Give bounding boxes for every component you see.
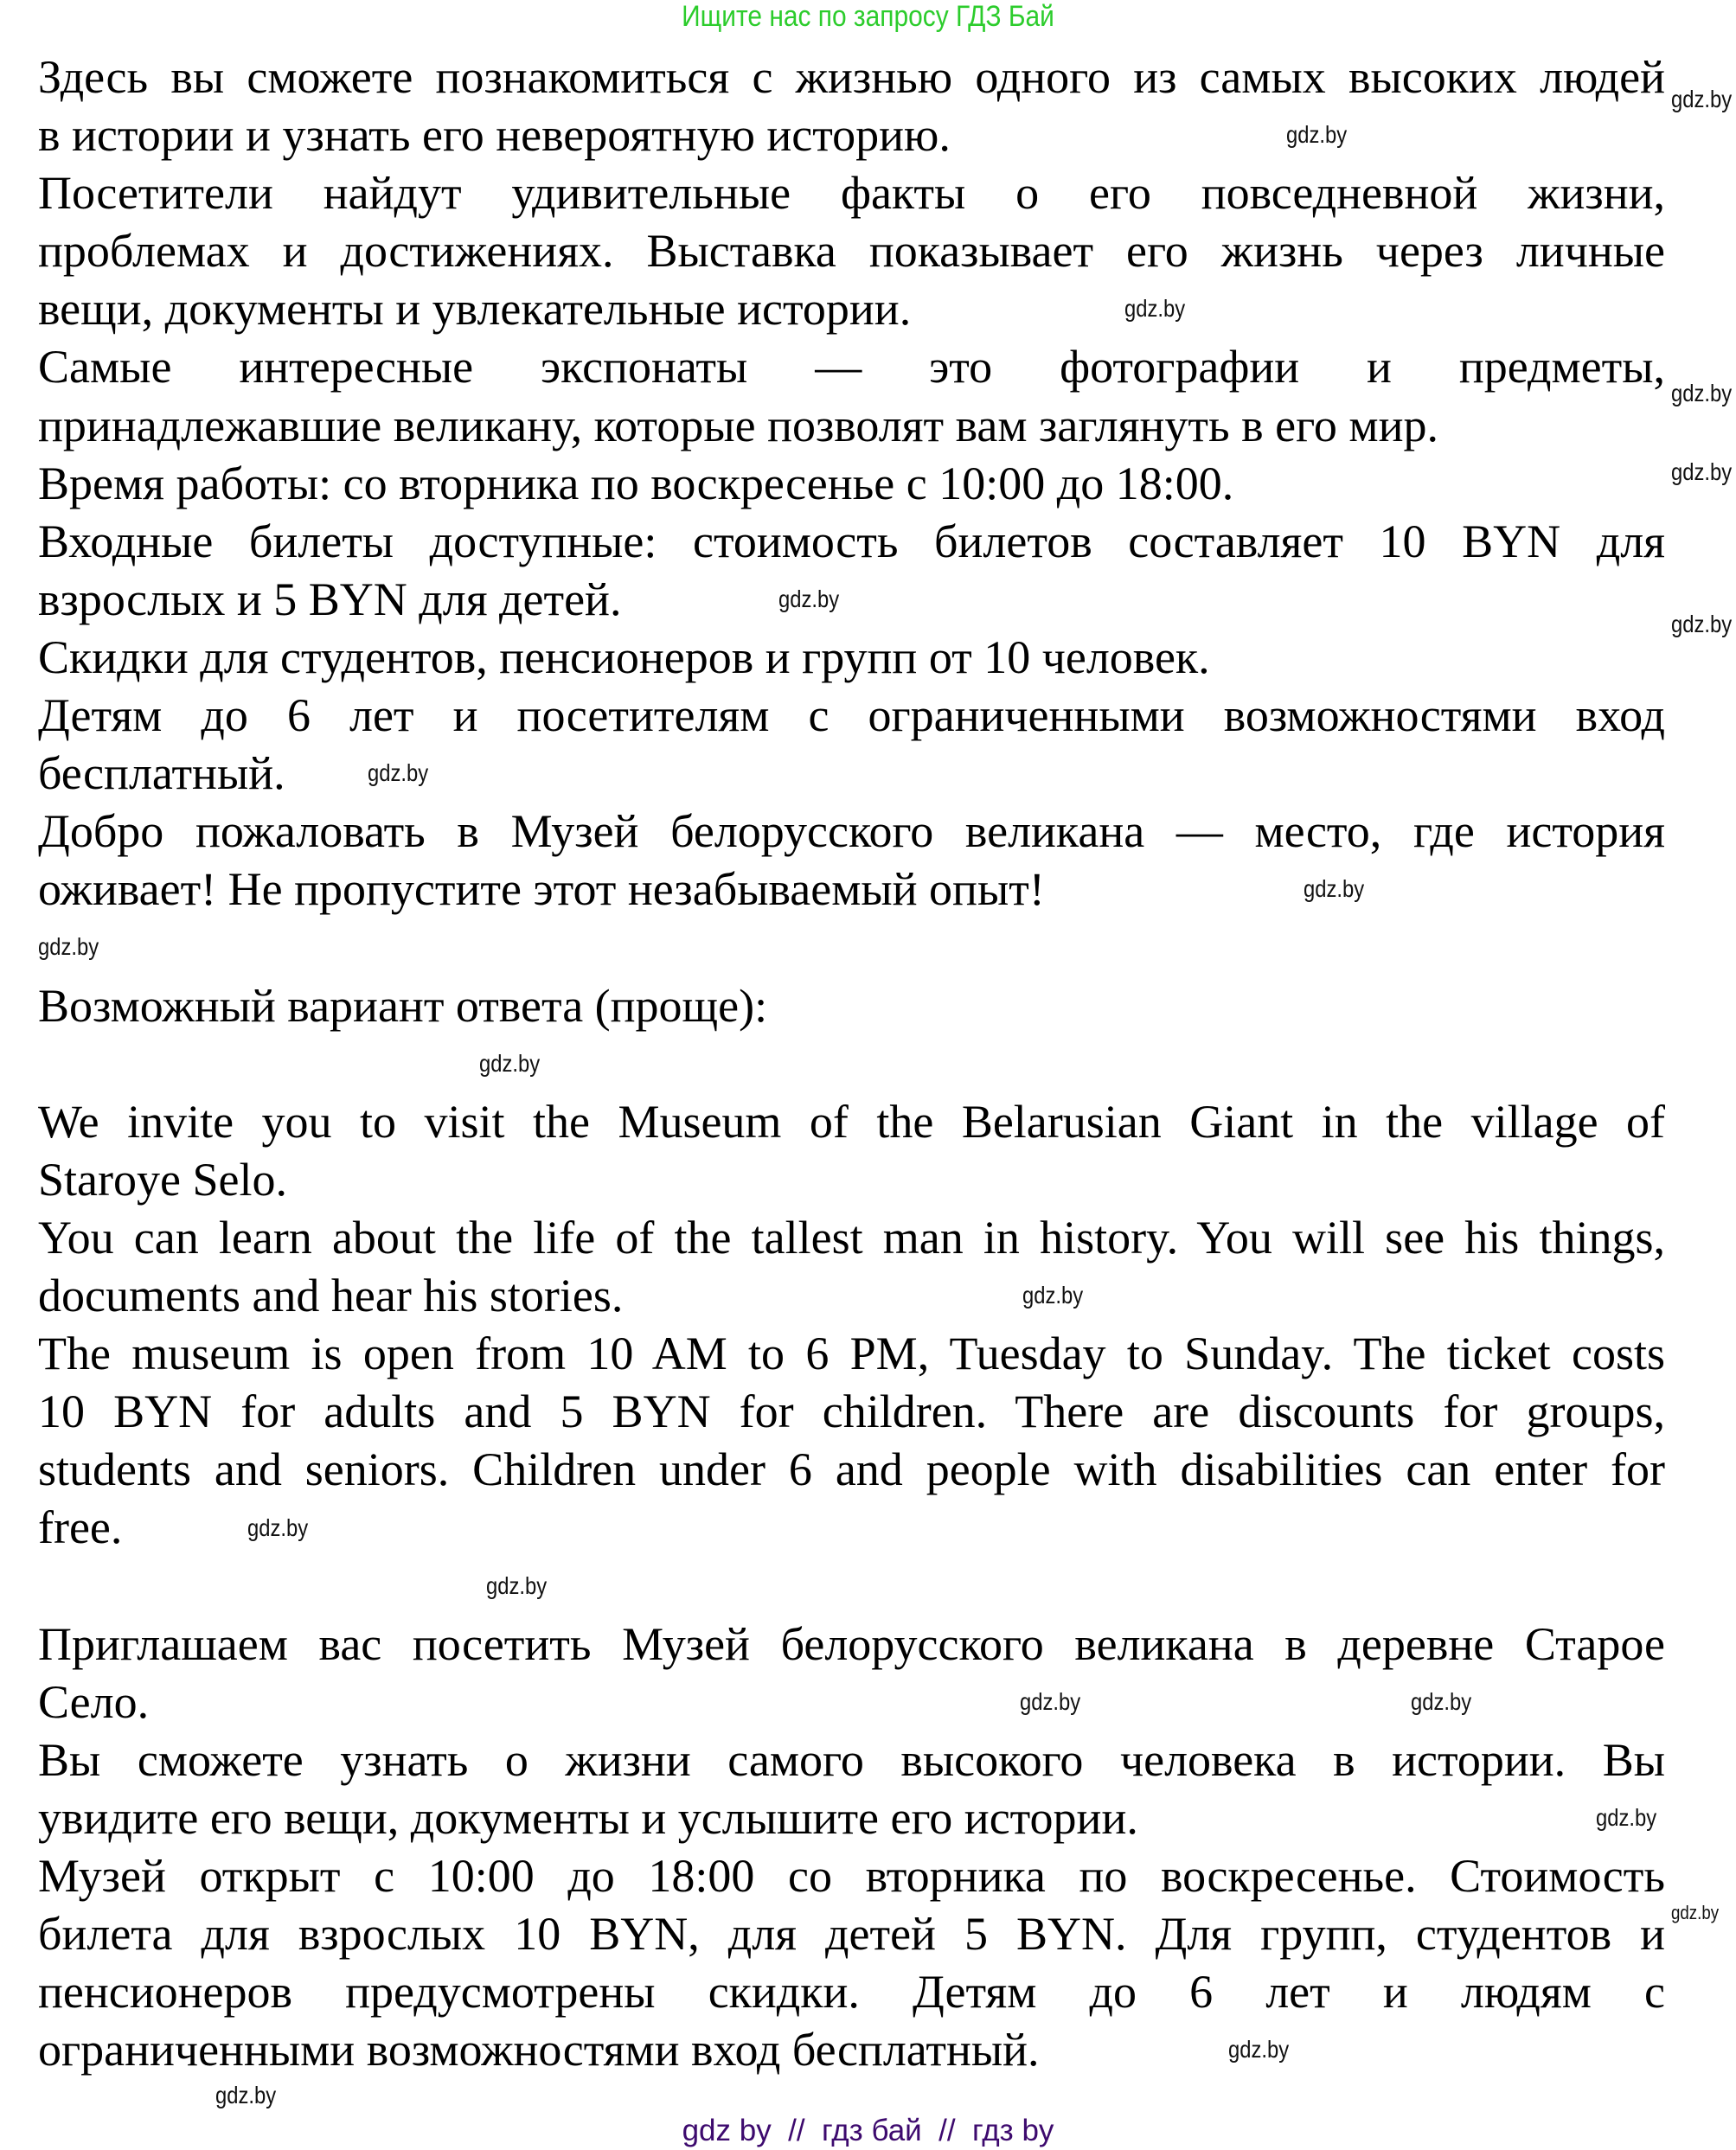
- text-line: The museum is open from 10 AM to 6 PM, Tuesday to Sunday. The ticket costs: [38, 1328, 1665, 1380]
- text-line: Музей открыт с 10:00 до 18:00 со вторника по воскресенье. Стоимость: [38, 1849, 1665, 1902]
- text-line: билета для взрослых 10 BYN, для детей 5 BYN. Для групп, студентов и: [38, 1908, 1665, 1960]
- text-line: Детям до 6 лет и посетителям с ограниченными возможностями вход: [38, 689, 1665, 742]
- text-line: Входные билеты доступные: стоимость билетов составляет 10 BYN для: [38, 515, 1665, 567]
- text-line: взрослых и 5 BYN для детей.: [38, 573, 622, 625]
- text-line: в истории и узнать его невероятную историю.: [38, 109, 951, 162]
- watermark: gdz.by: [1671, 380, 1733, 406]
- text-line: Время работы: со вторника по воскресенье с 10:00 до 18:00.: [38, 457, 1234, 509]
- document-body: [38, 48, 1665, 2079]
- text-line: Посетители найдут удивительные факты о его повседневной жизни,: [38, 167, 1665, 220]
- watermark: gdz.by: [1228, 2036, 1290, 2063]
- watermark: gdz.by: [1124, 295, 1186, 322]
- watermark: gdz.by: [1596, 1804, 1657, 1831]
- text-line: Staroye Selo.: [38, 1153, 287, 1206]
- watermark: gdz.by: [1671, 1902, 1720, 1923]
- watermark: gdz.by: [247, 1514, 309, 1541]
- text-line: We invite you to visit the Museum of the Belarusian Giant in the village of: [38, 1095, 1665, 1148]
- watermark: gdz.by: [486, 1572, 548, 1599]
- text-line: оживает! Не пропустите этот незабываемый опыт!: [38, 863, 1045, 916]
- text-line: Приглашаем вас посетить Музей белорусского великана в деревне Старое: [38, 1617, 1665, 1670]
- text-line: ограниченными возможностями вход бесплатный.: [38, 2024, 1040, 2076]
- watermark: gdz.by: [1020, 1688, 1081, 1715]
- text-line: принадлежавшие великану, которые позволят вам заглянуть в его мир.: [38, 399, 1438, 451]
- search-hint-banner: Ищите нас по запросу ГДЗ Бай: [682, 0, 1054, 33]
- text-line: free.: [38, 1501, 123, 1554]
- text-line: documents and hear his stories.: [38, 1269, 624, 1321]
- text-line: бесплатный.: [38, 747, 285, 800]
- text-line: Село.: [38, 1675, 150, 1728]
- text-line: Вы сможете узнать о жизни самого высокого человека в истории. Вы: [38, 1733, 1665, 1786]
- text-line: students and seniors. Children under 6 and people with disabilities can enter for: [38, 1443, 1665, 1496]
- text-line: проблемах и достижениях. Выставка показывает его жизнь через личные: [38, 225, 1665, 278]
- text-line: Скидки для студентов, пенсионеров и групп от 10 человек.: [38, 630, 1210, 683]
- watermark: gdz.by: [1022, 1282, 1084, 1309]
- text-line: увидите его вещи, документы и услышите его истории.: [38, 1791, 1138, 1844]
- text-line: Самые интересные экспонаты — это фотографии и предметы,: [38, 341, 1665, 394]
- site-footer-links: gdz by // гдз бай // гдз by: [682, 2114, 1054, 2147]
- watermark: gdz.by: [479, 1050, 541, 1077]
- watermark: gdz.by: [38, 933, 99, 960]
- watermark: gdz.by: [1304, 875, 1365, 902]
- watermark: gdz.by: [1671, 86, 1733, 112]
- text-line: Возможный вариант ответа (проще):: [38, 979, 768, 1032]
- text-line: Добро пожаловать в Музей белорусского великана — место, где история: [38, 805, 1665, 858]
- watermark: gdz.by: [368, 759, 429, 786]
- watermark: gdz.by: [1411, 1688, 1472, 1715]
- watermark: gdz.by: [1671, 458, 1733, 485]
- watermark: gdz.by: [215, 2082, 277, 2108]
- watermark: gdz.by: [778, 585, 840, 612]
- watermark: gdz.by: [1671, 611, 1733, 637]
- text-line: Здесь вы сможете познакомиться с жизнью одного из самых высоких людей: [38, 51, 1665, 103]
- text-line: 10 BYN for adults and 5 BYN for children. There are discounts for groups,: [38, 1385, 1665, 1438]
- text-line: вещи, документы и увлекательные истории.: [38, 283, 912, 336]
- watermark: gdz.by: [1286, 121, 1348, 148]
- text-line: пенсионеров предусмотрены скидки. Детям до 6 лет и людям с: [38, 1966, 1665, 2019]
- text-line: You can learn about the life of the tallest man in history. You will see his things,: [38, 1211, 1665, 1264]
